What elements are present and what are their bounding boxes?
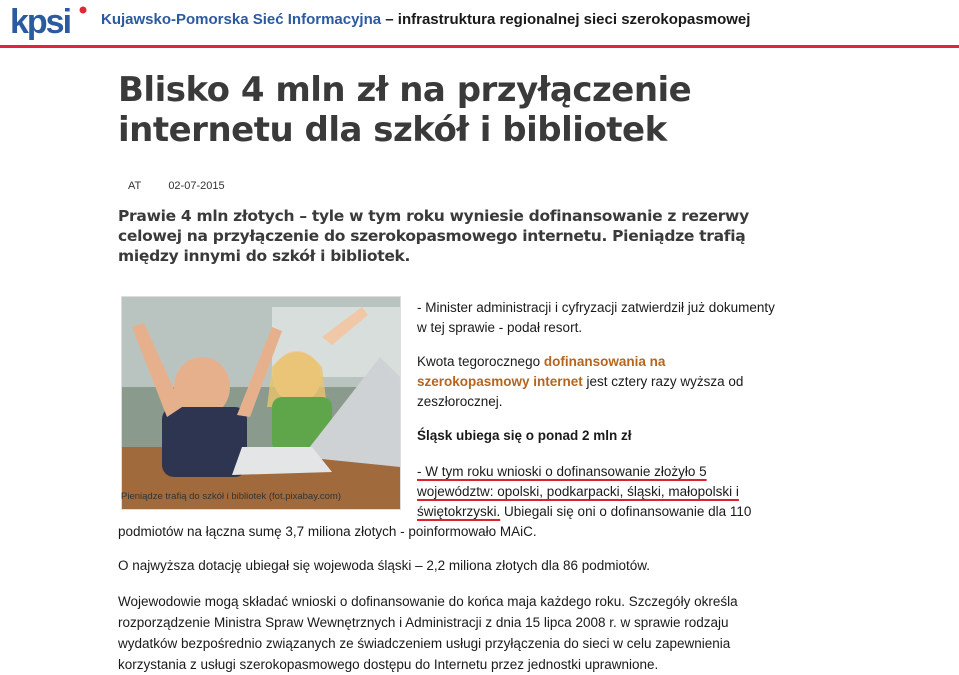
voivodeships-text-rest: Ubiegali się oni o dofinansowanie dla 110: [500, 504, 752, 519]
amount-text-pre: Kwota tegorocznego: [417, 354, 544, 369]
article-photo: [121, 296, 401, 510]
paragraph-voivodeships: [417, 462, 777, 522]
subheading: Śląsk ubiega się o ponad 2 mln zł: [417, 428, 632, 443]
site-header: [0, 0, 959, 48]
kpsi-logo[interactable]: [10, 3, 88, 41]
article-date: 02-07-2015: [168, 180, 225, 192]
amount-text-post: jest cztery razy wyższa od zeszłorocznej.: [417, 374, 744, 409]
paragraph-highest-grant: O najwyższa dotację ubiegał się wojewoda śląski – 2,2 miliona złotych dla 86 podmiotów.: [118, 558, 651, 573]
article-title: Blisko 4 mln zł na przyłączenie internetu dla szkół i bibliotek: [118, 70, 692, 150]
paragraph-amount: [417, 352, 777, 412]
kids-laptop-image: [122, 297, 400, 509]
photo-caption: Pieniądze trafią do szkół i bibliotek (fot.pixabay.com): [121, 491, 342, 502]
article-lead: Prawie 4 mln złotych – tyle w tym roku wyniesie dofinansowanie z rezerwy celowej na przyłączenie do szerokopasmowego internetu. Pieniądze trafią między innymi do szkół i bibliotek.: [118, 207, 749, 265]
header-separator: –: [381, 11, 398, 28]
paragraph-minister: - Minister administracji i cyfryzacji zatwierdził już dokumenty w tej sprawie - podał resort.: [417, 300, 775, 335]
header-divider: [0, 45, 959, 48]
logo-text: kpsi: [10, 3, 71, 41]
header-title: [101, 11, 750, 28]
org-name[interactable]: Kujawsko-Pomorska Sieć Informacyjna: [101, 11, 382, 28]
underlined-voivodeships: - W tym roku wnioski o dofinansowanie złożyło 5 województw: opolski, podkarpacki, śląski, małopolski i świętokrzyski.: [417, 464, 739, 519]
paragraph-subjects: podmiotów na łączna sumę 3,7 miliona złotych - poinformowało MAiC.: [118, 524, 537, 539]
keyword-link[interactable]: dofinansowania na szerokopasmowy internet: [417, 354, 666, 389]
article-meta: [128, 180, 249, 192]
header-tagline: infrastruktura regionalnej sieci szerokopasmowej: [397, 11, 751, 28]
article-author: AT: [128, 180, 142, 192]
paragraph-regulation: Wojewodowie mogą składać wnioski o dofinansowanie do końca maja każdego roku. Szczegóły określa rozporządzenie Ministra Spraw Wewnętrznych i Administracji z dnia 15 lipca 2008 r. w sprawie rodzaju wydatków bezpośrednio związanych ze świadczeniem usługi przyłączenia do sieci w celu zapewnienia korzystania z usługi szerokopasmowego dostępu do Internetu przez jednostki uprawnione.: [118, 594, 738, 672]
